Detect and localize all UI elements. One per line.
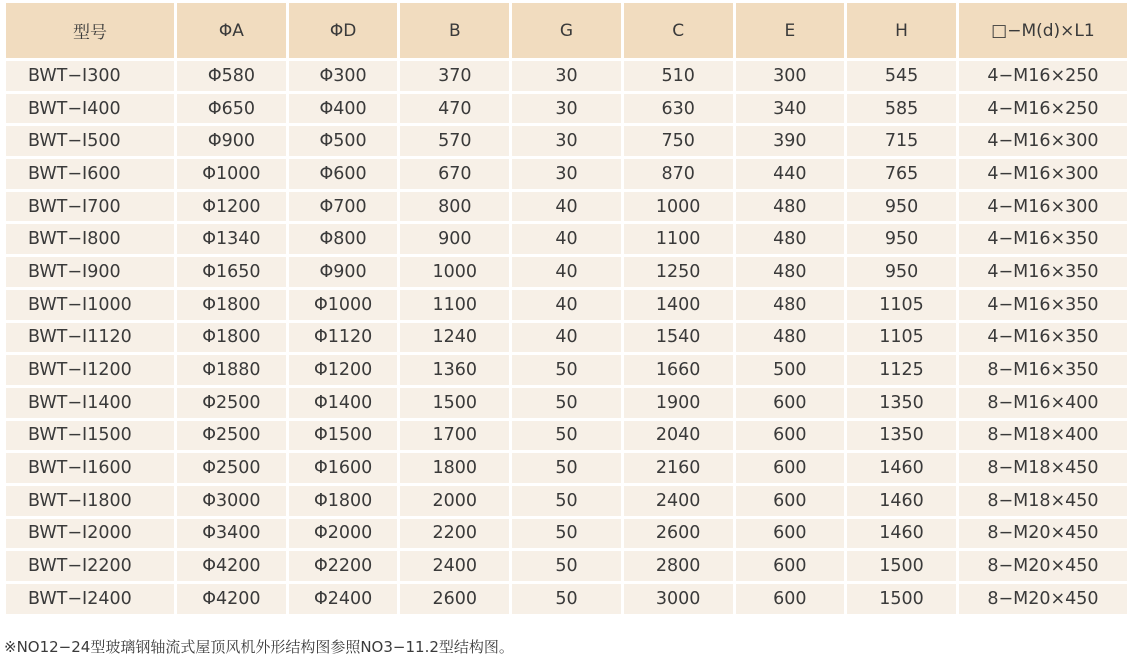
cell-phi-a: Φ900	[177, 126, 286, 156]
table-row	[6, 323, 1127, 353]
cell-b: 570	[400, 126, 509, 156]
table-row	[6, 126, 1127, 156]
cell-phi-d: Φ1800	[289, 486, 398, 516]
cell-c: 2160	[624, 453, 733, 483]
header-model: 型号	[6, 3, 174, 58]
cell-g: 50	[512, 355, 621, 385]
cell-phi-d: Φ900	[289, 257, 398, 287]
cell-phi-a: Φ1000	[177, 159, 286, 189]
cell-b: 1240	[400, 323, 509, 353]
cell-phi-d: Φ2400	[289, 584, 398, 614]
table-row	[6, 192, 1127, 222]
cell-g: 50	[512, 519, 621, 549]
cell-bolt: 8−M20×450	[959, 584, 1127, 614]
header-e: E	[736, 3, 845, 58]
cell-phi-a: Φ3400	[177, 519, 286, 549]
cell-h: 950	[847, 224, 956, 254]
cell-model: BWT−Ⅰ600	[6, 159, 174, 189]
cell-phi-d: Φ800	[289, 224, 398, 254]
cell-g: 50	[512, 486, 621, 516]
table-row	[6, 290, 1127, 320]
cell-h: 1460	[847, 486, 956, 516]
cell-bolt: 4−M16×300	[959, 126, 1127, 156]
cell-b: 2200	[400, 519, 509, 549]
cell-bolt: 4−M16×350	[959, 323, 1127, 353]
cell-h: 715	[847, 126, 956, 156]
cell-phi-d: Φ1120	[289, 323, 398, 353]
cell-e: 500	[736, 355, 845, 385]
cell-phi-d: Φ500	[289, 126, 398, 156]
cell-phi-d: Φ700	[289, 192, 398, 222]
cell-model: BWT−Ⅰ800	[6, 224, 174, 254]
cell-h: 1500	[847, 551, 956, 581]
cell-g: 30	[512, 61, 621, 91]
cell-bolt: 8−M16×400	[959, 388, 1127, 418]
cell-g: 30	[512, 159, 621, 189]
cell-c: 1540	[624, 323, 733, 353]
cell-g: 50	[512, 453, 621, 483]
cell-b: 470	[400, 94, 509, 124]
cell-h: 950	[847, 257, 956, 287]
cell-model: BWT−Ⅰ1120	[6, 323, 174, 353]
cell-c: 870	[624, 159, 733, 189]
cell-c: 1000	[624, 192, 733, 222]
cell-e: 600	[736, 486, 845, 516]
header-row	[6, 3, 1127, 58]
cell-c: 1900	[624, 388, 733, 418]
cell-h: 1460	[847, 453, 956, 483]
cell-e: 600	[736, 421, 845, 451]
cell-bolt: 4−M16×300	[959, 192, 1127, 222]
cell-bolt: 4−M16×250	[959, 94, 1127, 124]
cell-g: 30	[512, 126, 621, 156]
cell-phi-a: Φ2500	[177, 421, 286, 451]
cell-phi-a: Φ1340	[177, 224, 286, 254]
cell-phi-d: Φ1400	[289, 388, 398, 418]
cell-e: 340	[736, 94, 845, 124]
cell-h: 950	[847, 192, 956, 222]
cell-h: 585	[847, 94, 956, 124]
cell-h: 545	[847, 61, 956, 91]
cell-e: 480	[736, 192, 845, 222]
cell-h: 1500	[847, 584, 956, 614]
cell-b: 900	[400, 224, 509, 254]
table-row	[6, 257, 1127, 287]
cell-phi-d: Φ600	[289, 159, 398, 189]
cell-bolt: 8−M16×350	[959, 355, 1127, 385]
cell-h: 1350	[847, 388, 956, 418]
cell-phi-a: Φ1200	[177, 192, 286, 222]
cell-c: 1400	[624, 290, 733, 320]
cell-model: BWT−Ⅰ300	[6, 61, 174, 91]
header-phi-d: ΦD	[289, 3, 398, 58]
cell-bolt: 8−M18×450	[959, 486, 1127, 516]
cell-bolt: 8−M18×400	[959, 421, 1127, 451]
table-row	[6, 388, 1127, 418]
header-h: H	[847, 3, 956, 58]
cell-phi-d: Φ300	[289, 61, 398, 91]
cell-g: 50	[512, 584, 621, 614]
cell-model: BWT−Ⅰ700	[6, 192, 174, 222]
spec-table	[3, 0, 1130, 617]
cell-phi-a: Φ4200	[177, 584, 286, 614]
cell-phi-a: Φ650	[177, 94, 286, 124]
cell-bolt: 8−M20×450	[959, 551, 1127, 581]
cell-c: 3000	[624, 584, 733, 614]
cell-model: BWT−Ⅰ1500	[6, 421, 174, 451]
cell-b: 2400	[400, 551, 509, 581]
cell-model: BWT−Ⅰ500	[6, 126, 174, 156]
cell-phi-d: Φ1600	[289, 453, 398, 483]
cell-h: 1350	[847, 421, 956, 451]
cell-model: BWT−Ⅰ1200	[6, 355, 174, 385]
table-row	[6, 94, 1127, 124]
cell-e: 440	[736, 159, 845, 189]
cell-c: 2400	[624, 486, 733, 516]
cell-g: 50	[512, 421, 621, 451]
header-b: B	[400, 3, 509, 58]
table-row	[6, 224, 1127, 254]
header-c: C	[624, 3, 733, 58]
table-row	[6, 159, 1127, 189]
cell-b: 1100	[400, 290, 509, 320]
cell-phi-a: Φ2500	[177, 453, 286, 483]
cell-c: 750	[624, 126, 733, 156]
cell-phi-a: Φ4200	[177, 551, 286, 581]
cell-c: 510	[624, 61, 733, 91]
cell-e: 480	[736, 224, 845, 254]
cell-h: 1105	[847, 323, 956, 353]
cell-c: 2040	[624, 421, 733, 451]
cell-model: BWT−Ⅰ400	[6, 94, 174, 124]
cell-b: 370	[400, 61, 509, 91]
cell-g: 50	[512, 388, 621, 418]
table-row	[6, 453, 1127, 483]
cell-bolt: 8−M20×450	[959, 519, 1127, 549]
cell-e: 480	[736, 257, 845, 287]
cell-g: 40	[512, 323, 621, 353]
cell-bolt: 4−M16×350	[959, 290, 1127, 320]
cell-phi-d: Φ2200	[289, 551, 398, 581]
cell-h: 1105	[847, 290, 956, 320]
cell-g: 40	[512, 192, 621, 222]
cell-model: BWT−Ⅰ1000	[6, 290, 174, 320]
cell-model: BWT−Ⅰ2200	[6, 551, 174, 581]
cell-model: BWT−Ⅰ1600	[6, 453, 174, 483]
cell-e: 600	[736, 584, 845, 614]
cell-phi-a: Φ580	[177, 61, 286, 91]
cell-b: 2600	[400, 584, 509, 614]
cell-phi-d: Φ1500	[289, 421, 398, 451]
cell-bolt: 8−M18×450	[959, 453, 1127, 483]
cell-c: 1660	[624, 355, 733, 385]
header-g: G	[512, 3, 621, 58]
cell-b: 1800	[400, 453, 509, 483]
cell-phi-a: Φ2500	[177, 388, 286, 418]
footnote: ※NO12−24型玻璃钢轴流式屋顶风机外形结构图参照NO3−11.2型结构图。	[4, 638, 514, 656]
cell-e: 480	[736, 323, 845, 353]
cell-h: 1125	[847, 355, 956, 385]
cell-g: 40	[512, 257, 621, 287]
cell-g: 40	[512, 290, 621, 320]
table-row	[6, 486, 1127, 516]
cell-c: 1250	[624, 257, 733, 287]
cell-e: 600	[736, 519, 845, 549]
table-row	[6, 551, 1127, 581]
table-row	[6, 584, 1127, 614]
cell-phi-a: Φ1800	[177, 290, 286, 320]
cell-b: 1000	[400, 257, 509, 287]
cell-h: 1460	[847, 519, 956, 549]
table-row	[6, 421, 1127, 451]
cell-e: 600	[736, 453, 845, 483]
cell-g: 30	[512, 94, 621, 124]
header-bolt: □−M(d)×L1	[959, 3, 1127, 58]
cell-c: 2800	[624, 551, 733, 581]
cell-b: 2000	[400, 486, 509, 516]
cell-phi-a: Φ1880	[177, 355, 286, 385]
cell-phi-d: Φ400	[289, 94, 398, 124]
cell-g: 50	[512, 551, 621, 581]
cell-h: 765	[847, 159, 956, 189]
cell-b: 800	[400, 192, 509, 222]
cell-e: 600	[736, 388, 845, 418]
cell-c: 630	[624, 94, 733, 124]
cell-b: 1360	[400, 355, 509, 385]
cell-b: 1700	[400, 421, 509, 451]
cell-b: 670	[400, 159, 509, 189]
header-phi-a: ΦA	[177, 3, 286, 58]
cell-c: 1100	[624, 224, 733, 254]
cell-phi-d: Φ2000	[289, 519, 398, 549]
cell-phi-a: Φ1650	[177, 257, 286, 287]
cell-g: 40	[512, 224, 621, 254]
cell-model: BWT−Ⅰ1400	[6, 388, 174, 418]
table-body	[6, 61, 1127, 614]
table-row	[6, 355, 1127, 385]
cell-model: BWT−Ⅰ2000	[6, 519, 174, 549]
cell-e: 300	[736, 61, 845, 91]
cell-phi-d: Φ1200	[289, 355, 398, 385]
cell-phi-a: Φ1800	[177, 323, 286, 353]
cell-e: 480	[736, 290, 845, 320]
cell-phi-d: Φ1000	[289, 290, 398, 320]
cell-e: 600	[736, 551, 845, 581]
cell-model: BWT−Ⅰ1800	[6, 486, 174, 516]
cell-bolt: 4−M16×250	[959, 61, 1127, 91]
table-row	[6, 61, 1127, 91]
cell-model: BWT−Ⅰ900	[6, 257, 174, 287]
cell-model: BWT−Ⅰ2400	[6, 584, 174, 614]
cell-bolt: 4−M16×350	[959, 224, 1127, 254]
cell-e: 390	[736, 126, 845, 156]
cell-phi-a: Φ3000	[177, 486, 286, 516]
cell-bolt: 4−M16×350	[959, 257, 1127, 287]
cell-b: 1500	[400, 388, 509, 418]
table-row	[6, 519, 1127, 549]
cell-bolt: 4−M16×300	[959, 159, 1127, 189]
cell-c: 2600	[624, 519, 733, 549]
